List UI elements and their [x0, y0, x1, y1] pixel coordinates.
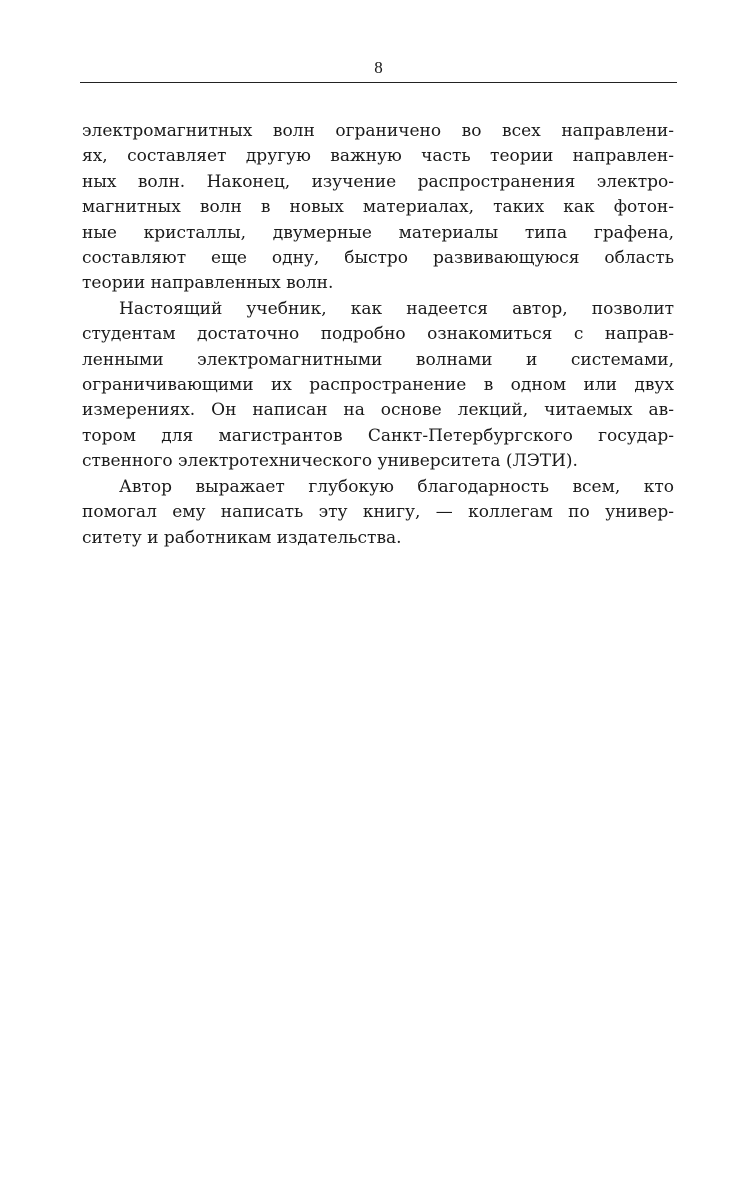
text-line: теории направленных волн.: [82, 273, 334, 294]
text-line: ственного электротехнического университета (ЛЭТИ).: [82, 451, 578, 472]
page-body: [82, 119, 674, 551]
text-line: ситету и работникам издательства.: [82, 527, 402, 548]
text-line: электромагнитных волн ограничено во всех направлени-: [82, 121, 674, 141]
text-line: ограничивающими их распространение в одном или двух: [82, 375, 674, 396]
text-line: тором для магистрантов Санкт-Петербургского государ-: [82, 425, 674, 446]
page-number: 8: [374, 58, 383, 77]
text-line: ных волн. Наконец, изучение распространения электро-: [82, 171, 674, 192]
text-line: составляют еще одну, быстро развивающуюся область: [82, 248, 674, 269]
text-line: магнитных волн в новых материалах, таких как фотон-: [82, 197, 674, 218]
text-line: ленными электромагнитными волнами и системами,: [82, 349, 674, 370]
text-line: Автор выражает глубокую благодарность всем, кто: [119, 476, 674, 497]
page-header: [80, 58, 677, 83]
text-line: студентам достаточно подробно ознакомиться с направ-: [82, 324, 674, 345]
paragraph-continuation: [82, 119, 674, 297]
paragraph-acknowledgements: [82, 475, 674, 551]
text-line: ные кристаллы, двумерные материалы типа графена,: [82, 222, 674, 243]
text-line: ях, составляет другую важную часть теории направлен-: [82, 146, 674, 167]
text-line: помогал ему написать эту книгу, — коллегам по универ-: [82, 502, 674, 523]
text-line: измерениях. Он написан на основе лекций, читаемых ав-: [82, 400, 674, 421]
text-line: Настоящий учебник, как надеется автор, позволит: [119, 298, 674, 319]
paragraph-textbook-purpose: [82, 297, 674, 475]
